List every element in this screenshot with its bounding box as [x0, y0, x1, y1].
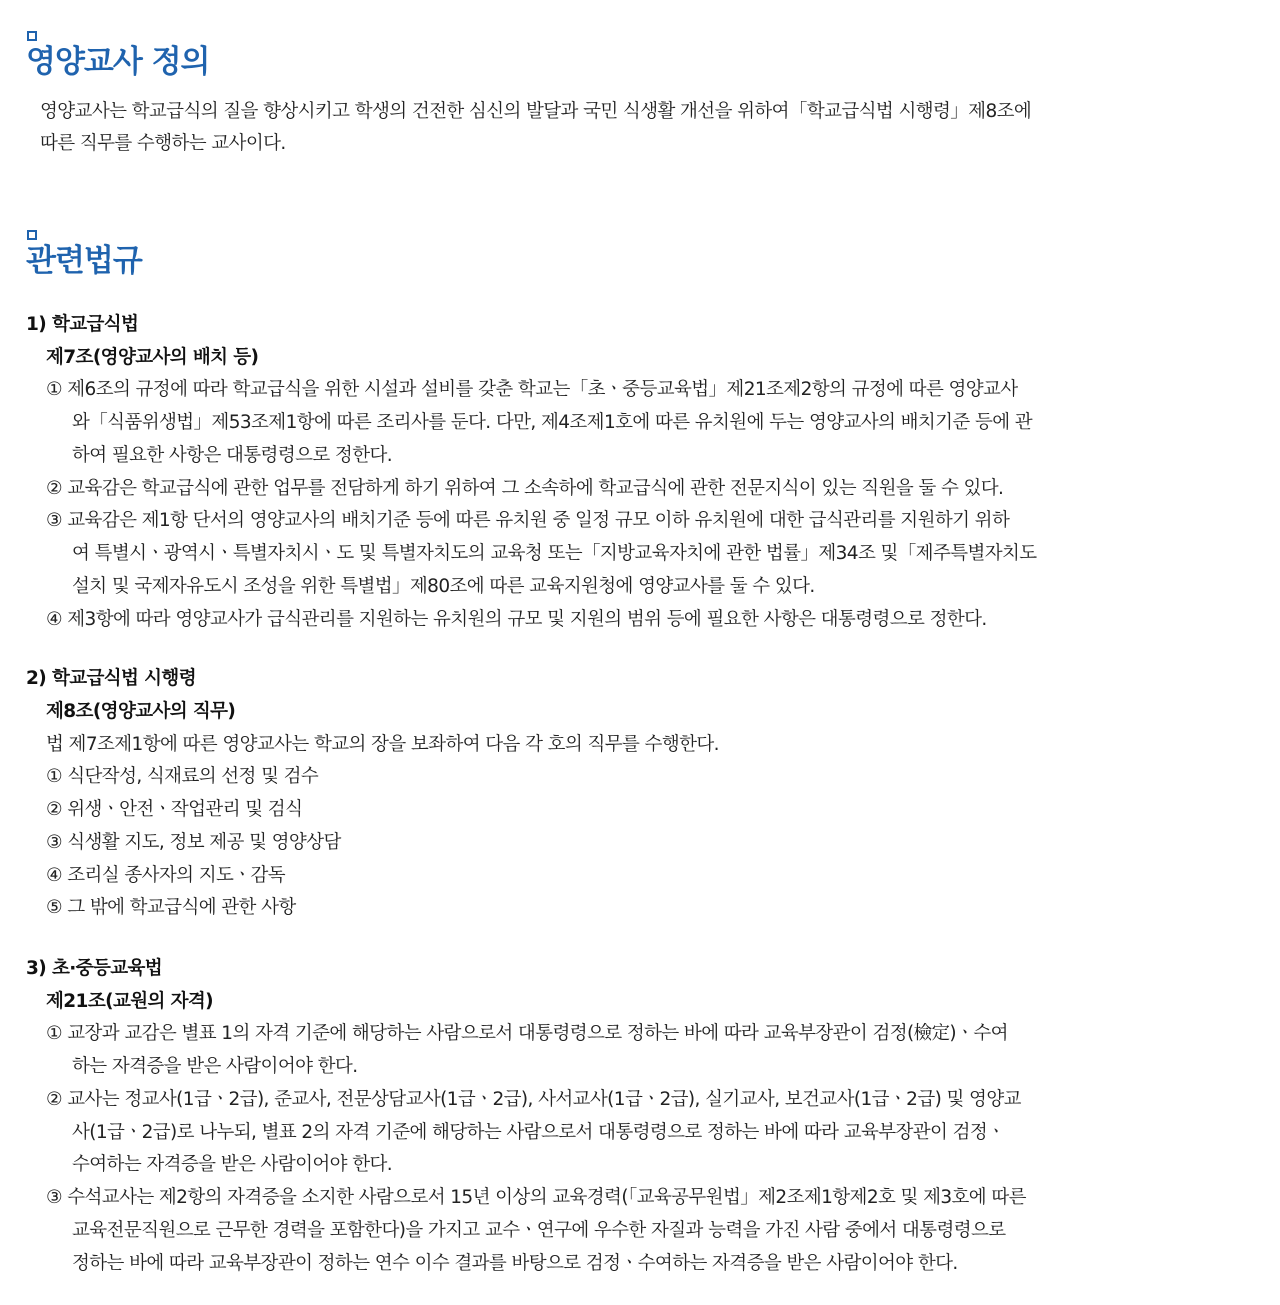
clause-line: 수여하는 자격증을 받은 사람이어야 한다.: [72, 1154, 393, 1175]
section-marker-icon: [27, 31, 37, 41]
clause-line: ② 위생ㆍ안전ㆍ작업관리 및 검식: [46, 799, 303, 820]
clause-line: ② 교사는 정교사(1급ㆍ2급), 준교사, 전문상담교사(1급ㆍ2급), 사서교사(1급ㆍ2급), 실기교사, 보건교사(1급ㆍ2급) 및 영양교: [46, 1089, 1021, 1110]
law-title: 1) 학교급식법: [26, 314, 139, 335]
definition-text-line: 영양교사는 학교급식의 질을 향상시키고 학생의 건전한 심신의 발달과 국민 식생활 개선을 위하여「학교급식법 시행령」제8조에: [40, 101, 1032, 122]
clause-line: ② 교육감은 학교급식에 관한 업무를 전담하게 하기 위하여 그 소속하에 학교급식에 관한 전문지식이 있는 직원을 둘 수 있다.: [46, 478, 1004, 499]
clause-line: 여 특별시ㆍ광역시ㆍ특별자치시ㆍ도 및 특별자치도의 교육청 또는「지방교육자치에 관한 법률」제34조 및「제주특별자치도: [72, 543, 1037, 564]
clause-line: ③ 수석교사는 제2항의 자격증을 소지한 사람으로서 15년 이상의 교육경력(「교육공무원법」제2조제1항제2호 및 제3호에 따른: [46, 1187, 1026, 1208]
clause-line: 사(1급ㆍ2급)로 나누되, 별표 2의 자격 기준에 해당하는 사람으로서 대통령령으로 정하는 바에 따라 교육부장관이 검정ㆍ: [72, 1122, 1005, 1143]
article-title: 제8조(영양교사의 직무): [46, 701, 236, 722]
article-title: 제7조(영양교사의 배치 등): [46, 347, 259, 368]
clause-line: 하여 필요한 사항은 대통령령으로 정한다.: [72, 445, 393, 466]
clause-line: ③ 교육감은 제1항 단서의 영양교사의 배치기준 등에 따른 유치원 중 일정 규모 이하 유치원에 대한 급식관리를 지원하기 위하: [46, 510, 1010, 531]
article-title: 제21조(교원의 자격): [46, 991, 213, 1012]
clause-line: 하는 자격증을 받은 사람이어야 한다.: [72, 1056, 358, 1077]
clause-line: 설치 및 국제자유도시 조성을 위한 특별법」제80조에 따른 교육지원청에 영양교사를 둘 수 있다.: [72, 576, 815, 597]
law-title: 3) 초·중등교육법: [26, 958, 163, 979]
definition-heading: 영양교사 정의: [26, 44, 210, 80]
clause-line: ① 식단작성, 식재료의 선정 및 검수: [46, 766, 319, 787]
clause-line: ④ 제3항에 따라 영양교사가 급식관리를 지원하는 유치원의 규모 및 지원의 범위 등에 필요한 사항은 대통령령으로 정한다.: [46, 609, 987, 630]
clause-line: ④ 조리실 종사자의 지도ㆍ감독: [46, 865, 286, 886]
law-title: 2) 학교급식법 시행령: [26, 668, 196, 689]
section-marker-icon: [27, 230, 37, 240]
clause-line: ① 교장과 교감은 별표 1의 자격 기준에 해당하는 사람으로서 대통령령으로 정하는 바에 따라 교육부장관이 검정(檢定)ㆍ수여: [46, 1023, 1008, 1044]
clause-line: 법 제7조제1항에 따른 영양교사는 학교의 장을 보좌하여 다음 각 호의 직무를 수행한다.: [46, 734, 719, 755]
regulations-heading: 관련법규: [26, 243, 142, 279]
definition-text-line: 따른 직무를 수행하는 교사이다.: [40, 133, 286, 154]
clause-line: ③ 식생활 지도, 정보 제공 및 영양상담: [46, 832, 341, 853]
clause-line: 와「식품위생법」제53조제1항에 따른 조리사를 둔다. 다만, 제4조제1호에 따른 유치원에 두는 영양교사의 배치기준 등에 관: [72, 412, 1033, 433]
clause-line: ⑤ 그 밖에 학교급식에 관한 사항: [46, 897, 296, 918]
clause-line: 교육전문직원으로 근무한 경력을 포함한다)을 가지고 교수ㆍ연구에 우수한 자질과 능력을 가진 사람 중에서 대통령령으로: [72, 1220, 1006, 1241]
clause-line: 정하는 바에 따라 교육부장관이 정하는 연수 이수 결과를 바탕으로 검정ㆍ수여하는 자격증을 받은 사람이어야 한다.: [72, 1253, 958, 1274]
clause-line: ① 제6조의 규정에 따라 학교급식을 위한 시설과 설비를 갖춘 학교는「초ㆍ중등교육법」제21조제2항의 규정에 따른 영양교사: [46, 379, 1018, 400]
